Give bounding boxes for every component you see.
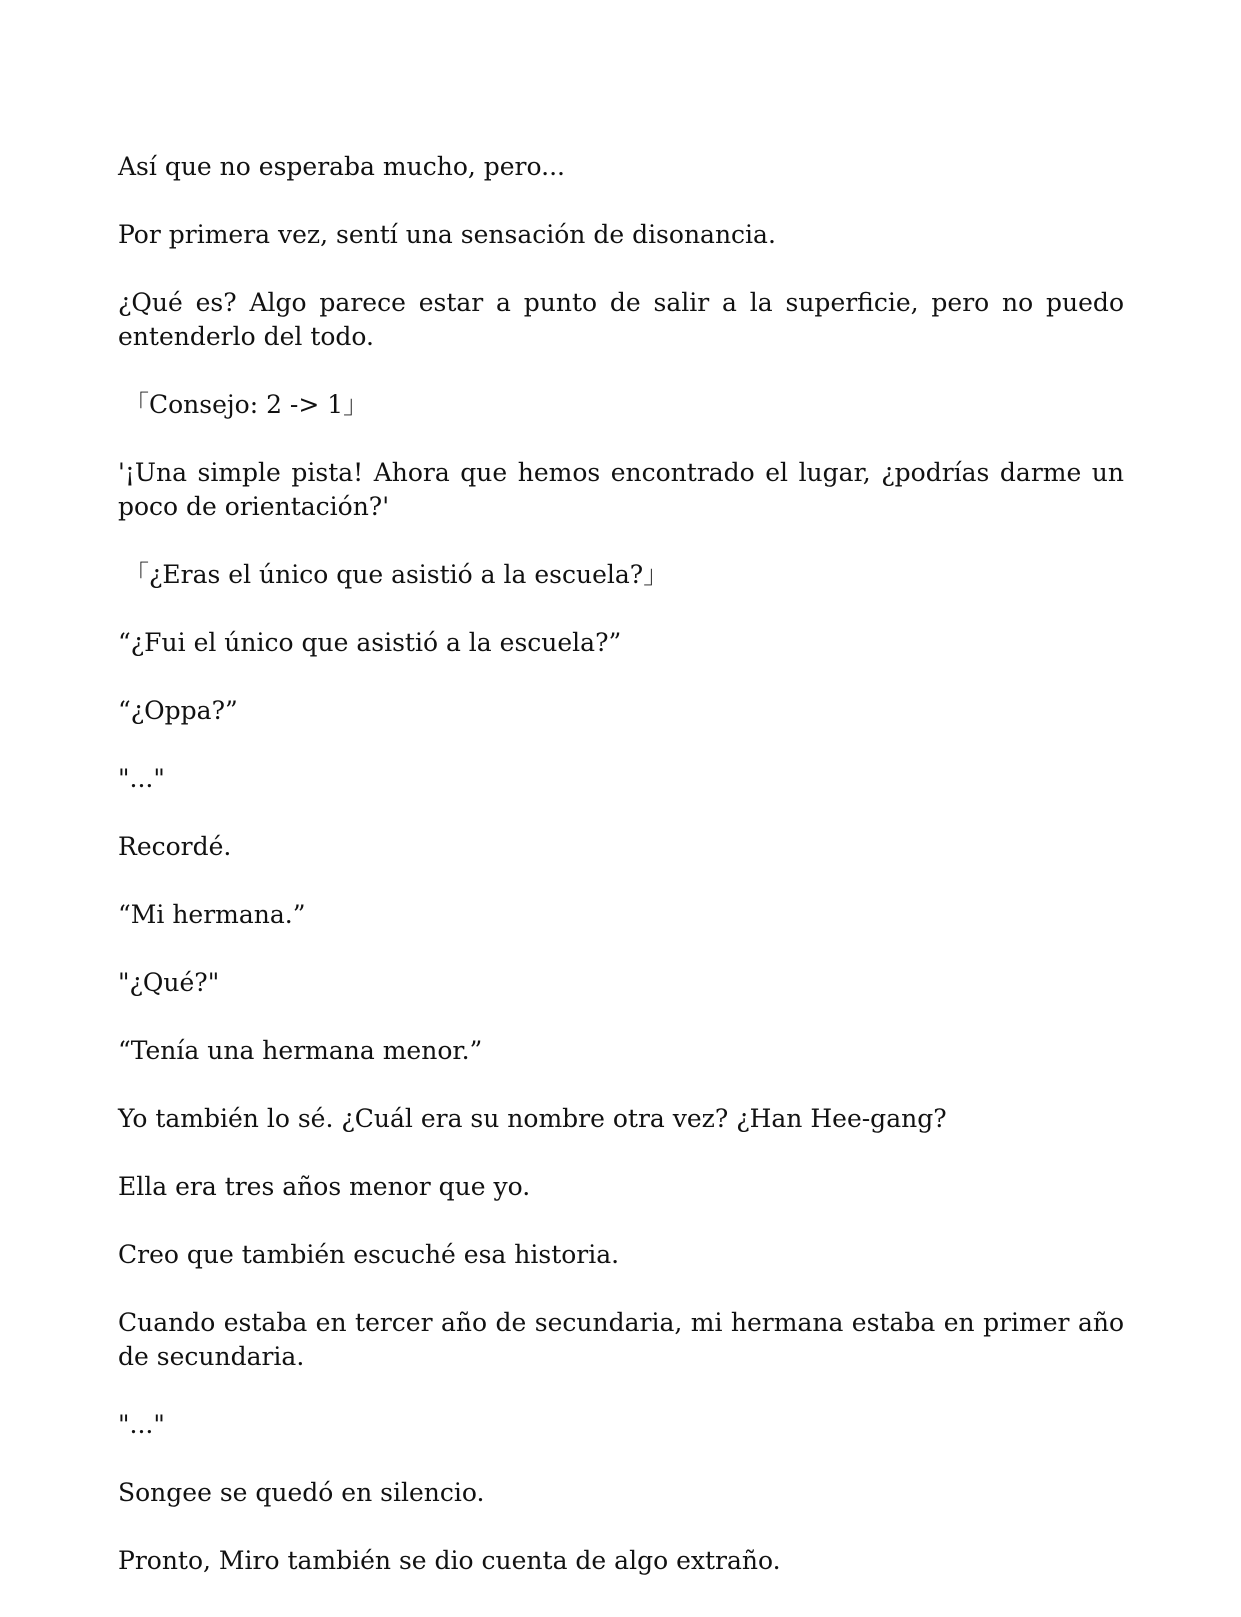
dialogue-line: “¿Fui el único que asistió a la escuela?”: [118, 628, 622, 657]
dialogue-line: "...": [118, 764, 165, 793]
dialogue-line: “¿Oppa?”: [118, 696, 238, 725]
paragraph: Pronto, Miro también se dio cuenta de algo extraño.: [118, 1546, 781, 1575]
paragraph: Creo que también escuché esa historia.: [118, 1240, 620, 1269]
document-body: [118, 150, 1124, 1612]
paragraph: Por primera vez, sentí una sensación de disonancia.: [118, 220, 776, 249]
dialogue-line: “Tenía una hermana menor.”: [118, 1036, 483, 1065]
system-message: 「Consejo: 2 -> 1」: [124, 390, 369, 419]
paragraph: Cuando estaba en tercer año de secundaria, mi hermana estaba en primer año de secundaria.: [118, 1308, 1124, 1371]
paragraph: '¡Una simple pista! Ahora que hemos encontrado el lugar, ¿podrías darme un poco de orientación?': [118, 458, 1124, 521]
paragraph: Ella era tres años menor que yo.: [118, 1172, 531, 1201]
paragraph: Yo también lo sé. ¿Cuál era su nombre otra vez? ¿Han Hee-gang?: [118, 1104, 947, 1133]
paragraph: Recordé.: [118, 832, 232, 861]
paragraph: ¿Qué es? Algo parece estar a punto de salir a la superficie, pero no puedo entenderlo del todo.: [118, 288, 1124, 351]
dialogue-line: “Mi hermana.”: [118, 900, 306, 929]
dialogue-line: "...": [118, 1410, 165, 1439]
paragraph: Songee se quedó en silencio.: [118, 1478, 485, 1507]
paragraph: Así que no esperaba mucho, pero...: [118, 152, 565, 181]
dialogue-line: "¿Qué?": [118, 968, 220, 997]
system-message: 「¿Eras el único que asistió a la escuela?」: [124, 560, 669, 589]
